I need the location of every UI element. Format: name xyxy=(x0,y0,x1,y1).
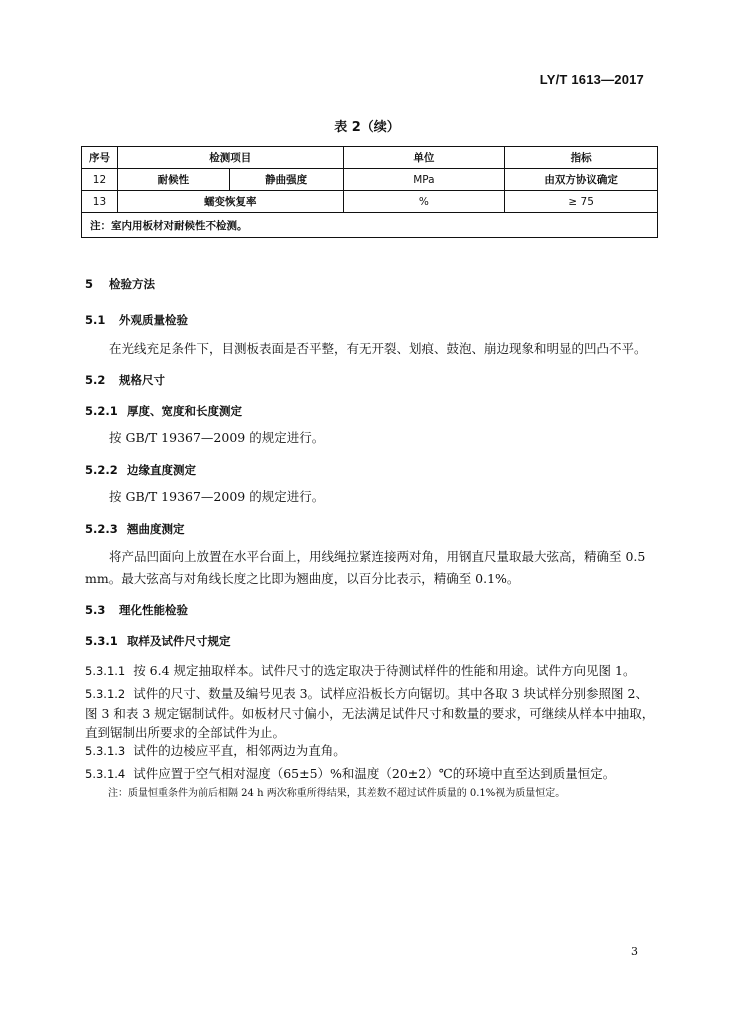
section-title: 取样及试件尺寸规定 xyxy=(127,634,231,648)
section-5-2-heading xyxy=(85,372,165,388)
section-5-2-2-heading xyxy=(85,462,196,478)
mass-note: 注：质量恒重条件为前后相隔 24 h 两次称重所得结果，其差数不超过试件质量的 0.1%视为质量恒定。 xyxy=(108,788,566,799)
clause-5-3-1-2 xyxy=(85,684,660,742)
table-row xyxy=(82,191,658,213)
clause-number: 5.3.1.2 xyxy=(85,687,126,701)
table-note: 注：室内用板材对耐候性不检测。 xyxy=(82,213,658,238)
section-5-heading xyxy=(85,276,155,292)
section-number: 5 xyxy=(85,277,94,291)
clause-number: 5.3.1.3 xyxy=(85,744,126,758)
section-title: 翘曲度测定 xyxy=(127,522,185,536)
header-item: 检测项目 xyxy=(117,147,343,169)
table-row xyxy=(82,169,658,191)
section-title: 厚度、宽度和长度测定 xyxy=(127,404,242,418)
clause-text: 按 6.4 规定抽取样本。试件尺寸的选定取决于待测试样件的性能和用途。试件方向见图 1。 xyxy=(133,663,636,678)
cell-value: ≥ 75 xyxy=(505,191,658,213)
table-note-row xyxy=(82,213,658,238)
table-header-row xyxy=(82,147,658,169)
section-5-2-2-text: 按 GB/T 19367—2009 的规定进行。 xyxy=(109,489,325,504)
section-5-1-heading xyxy=(85,312,188,328)
section-5-2-1-text: 按 GB/T 19367—2009 的规定进行。 xyxy=(109,430,325,445)
clause-number: 5.3.1.1 xyxy=(85,664,126,678)
clause-text: 试件应置于空气相对湿度（65±5）%和温度（20±2）℃的环境中直至达到质量恒定。 xyxy=(133,766,616,781)
section-title: 规格尺寸 xyxy=(119,373,165,387)
section-number: 5.1 xyxy=(85,313,106,327)
section-number: 5.2.3 xyxy=(85,522,118,536)
spec-table xyxy=(81,146,658,238)
clause-5-3-1-1 xyxy=(85,661,660,681)
section-5-3-heading xyxy=(85,602,188,618)
cell-no: 13 xyxy=(82,191,118,213)
clause-text: 试件的边棱应平直，相邻两边为直角。 xyxy=(133,743,346,758)
clause-number: 5.3.1.4 xyxy=(85,767,126,781)
section-title: 边缘直度测定 xyxy=(127,463,196,477)
clause-5-3-1-4 xyxy=(85,764,660,784)
header-unit: 单位 xyxy=(343,147,505,169)
cell-value: 由双方协议确定 xyxy=(505,169,658,191)
cell-item: 蠕变恢复率 xyxy=(117,191,343,213)
table-caption: 表 2（续） xyxy=(334,120,400,135)
section-title: 理化性能检验 xyxy=(119,603,188,617)
section-5-3-1-heading xyxy=(85,633,231,649)
section-5-2-3-text: 将产品凹面向上放置在水平台面上，用线绳拉紧连接两对角，用钢直尺量取最大弦高，精确至 0.5 mm。最大弦高与对角线长度之比即为翘曲度，以百分比表示，精确至 0.1%。 xyxy=(85,549,646,586)
section-5-1-text: 在光线充足条件下，目测板表面是否平整，有无开裂、划痕、鼓泡、崩边现象和明显的凹凸不平。 xyxy=(109,341,647,356)
cell-item-sub: 静曲强度 xyxy=(229,169,343,191)
cell-unit: MPa xyxy=(343,169,505,191)
cell-no: 12 xyxy=(82,169,118,191)
section-number: 5.3 xyxy=(85,603,106,617)
cell-unit: % xyxy=(343,191,505,213)
section-title: 检验方法 xyxy=(109,277,155,291)
clause-text: 试件的尺寸、数量及编号见表 3。试样应沿板长方向锯切。其中各取 3 块试样分别参照图 2、图 3 和表 3 规定锯制试件。如板材尺寸偏小，无法满足试件尺寸和数量的要求，可继续从样本中抽取，直到锯制出所要求的全部试件为止。 xyxy=(85,686,655,740)
header-no: 序号 xyxy=(82,147,118,169)
standard-code: LY/T 1613—2017 xyxy=(539,72,644,87)
section-title: 外观质量检验 xyxy=(119,313,188,327)
section-number: 5.2 xyxy=(85,373,106,387)
section-5-2-3-heading xyxy=(85,521,185,537)
cell-item-main: 耐候性 xyxy=(117,169,229,191)
header-value: 指标 xyxy=(505,147,658,169)
section-number: 5.2.2 xyxy=(85,463,118,477)
section-5-2-1-heading xyxy=(85,403,242,419)
clause-5-3-1-3 xyxy=(85,741,660,761)
section-number: 5.3.1 xyxy=(85,634,118,648)
page-number: 3 xyxy=(631,945,638,958)
section-number: 5.2.1 xyxy=(85,404,118,418)
